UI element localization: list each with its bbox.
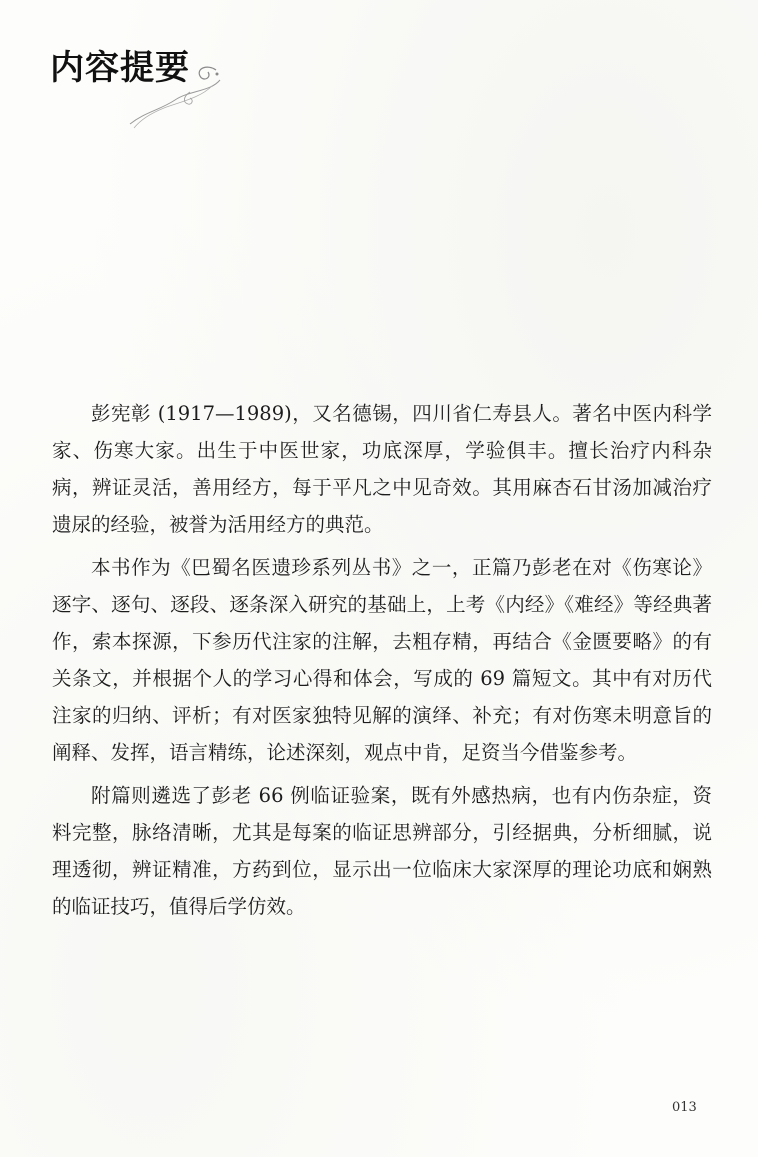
paragraph-2: 本书作为《巴蜀名医遗珍系列丛书》之一，正篇乃彭老在对《伤寒论》逐字、逐句、逐段、逐条深入研究的基础上，上考《内经》《难经》等经典著作，索本探源，下参历代注家的注解，去粗存精，再结合《金匮要略》的有关条文，并根据个人的学习心得和体会，写成的 69 篇短文。其中有对历代注家的归纳、评析；有对医家独特见解的演绎、补充；有对伤寒未明意旨的阐释、发挥，语言精练，论述深刻，观点中肯，足资当今借鉴参考。	[52, 556, 712, 764]
paragraph-1: 彭宪彰 (1917—1989)，又名德锡，四川省仁寿县人。著名中医内科学家、伤寒大家。出生于中医世家，功底深厚，学验俱丰。擅长治疗内科杂病，辨证灵活，善用经方，每于平凡之中见奇效。其用麻杏石甘汤加减治疗遗尿的经验，被誉为活用经方的典范。	[52, 402, 712, 536]
flourish-ornament-icon	[120, 62, 230, 132]
abstract-body	[52, 395, 712, 931]
page-number: 013	[672, 1100, 697, 1115]
section-heading: 内容提要	[50, 48, 190, 88]
paragraph-3: 附篇则遴选了彭老 66 例临证验案，既有外感热病，也有内伤杂症，资料完整，脉络清晰，尤其是每案的临证思辨部分，引经据典，分析细腻，说理透彻，辨证精准，方药到位，显示出一位临床大家深厚的理论功底和娴熟的临证技巧，值得后学仿效。	[52, 784, 712, 918]
